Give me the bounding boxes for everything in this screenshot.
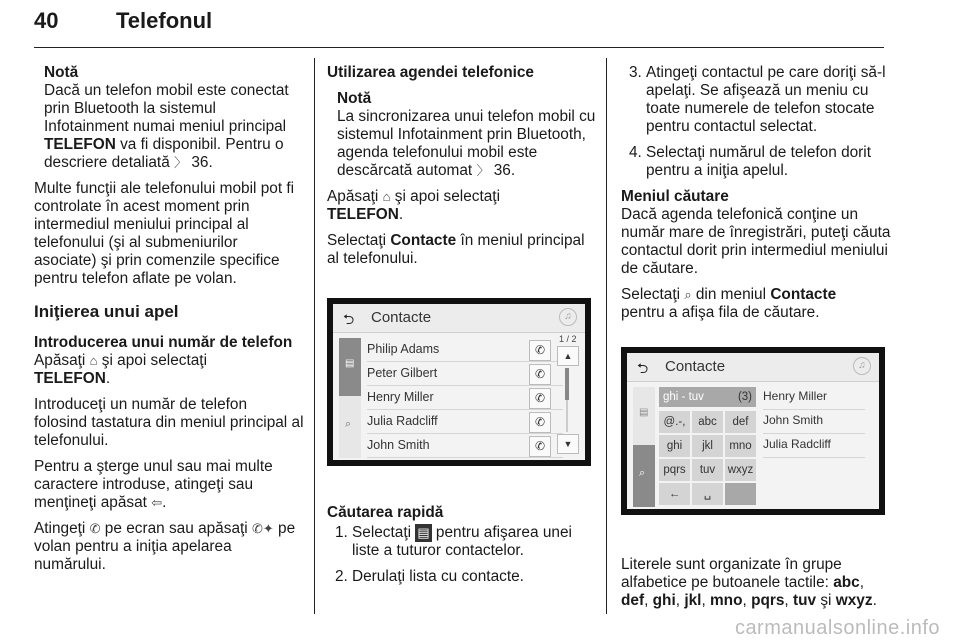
paragraph-delete: Pentru a şterge unul sau mai multe caractere introduse, atingeţi sau menţineţi apăsat ⇦. bbox=[34, 458, 273, 511]
page-indicator: 1 / 2 bbox=[559, 334, 577, 344]
paragraph-select-contacts: Selectaţi Contacte în meniul principal al telefonului. bbox=[327, 232, 585, 267]
note-text: Dacă un telefon mobil este conectat prin Bluetooth la sistemul Infotainment numai meniul principal TELEFON va fi disponibil. Pentru o descriere detaliată 〉 36. bbox=[44, 82, 289, 171]
paragraph-select-search: Selectaţi ⌕ din meniul Contacte pentru a afişa fila de căutare. bbox=[621, 286, 837, 321]
tab-list[interactable] bbox=[633, 387, 655, 445]
space-key[interactable] bbox=[692, 483, 723, 505]
column-3-lower bbox=[621, 556, 891, 618]
column-3 bbox=[621, 64, 891, 330]
note-block-sync bbox=[327, 90, 597, 180]
note-title: Notă bbox=[337, 90, 372, 107]
page-number: 40 bbox=[34, 8, 59, 33]
list-item[interactable]: John Smith bbox=[367, 434, 563, 458]
paragraph-intro: Multe funcţii ale telefonului mobil pot fi controlate în acest moment prin intermediul meniului principal al telefonului (şi al submeniurilor asociate) şi prin comenzile specifice pentru telefon aflate pe volan. bbox=[34, 180, 295, 287]
arrow-ref-icon: 〉 bbox=[476, 163, 490, 178]
search-icon: ⌕ bbox=[639, 467, 646, 479]
call-button[interactable]: ✆ bbox=[529, 364, 551, 385]
home-icon: ⌂ bbox=[89, 353, 98, 368]
arrow-ref-icon: 〉 bbox=[174, 155, 188, 170]
subsection-heading: Introducerea unui număr de telefon bbox=[34, 334, 293, 351]
note-text: La sincronizarea unui telefon mobil cu sistemul Infotainment prin Bluetooth, agenda telefonului mobil este descărcată automat 〉 36. bbox=[337, 108, 596, 179]
back-arrow-icon[interactable]: ⮌ bbox=[637, 360, 649, 376]
backspace-icon: ⇦ bbox=[151, 495, 163, 510]
key-wxyz[interactable]: wxyz bbox=[725, 459, 756, 481]
steps-list-continued bbox=[621, 64, 891, 180]
list-item[interactable]: John Smith bbox=[763, 409, 865, 434]
steering-phone-icon: ✆✦ bbox=[251, 521, 274, 536]
paragraph-press-home: Apăsaţi ⌂ şi apoi selectaţi TELEFON. bbox=[327, 188, 500, 223]
scroll-up-button[interactable]: ▲ bbox=[557, 346, 579, 366]
column-divider-1 bbox=[314, 58, 315, 614]
scroll-down-button[interactable]: ▼ bbox=[557, 434, 579, 454]
backspace-icon: ← bbox=[668, 488, 681, 500]
column-1 bbox=[34, 64, 304, 582]
contacts-screen bbox=[327, 298, 591, 466]
screen-title: Contacte bbox=[665, 358, 726, 375]
screen-header bbox=[333, 304, 585, 333]
list-item: 1. Selectaţi ▤ pentru afişarea unei liste a tuturor contactelor. bbox=[335, 524, 572, 559]
paragraph-press-home: Apăsaţi ⌂ şi apoi selectaţi TELEFON. bbox=[34, 352, 207, 387]
tab-list[interactable] bbox=[339, 338, 361, 396]
screen-header bbox=[627, 353, 879, 382]
key-pqrs[interactable]: pqrs bbox=[659, 459, 690, 481]
home-icon: ⌂ bbox=[382, 189, 391, 204]
phone-icon: ✆ bbox=[89, 521, 101, 536]
list-icon: ▤ bbox=[639, 407, 649, 418]
backspace-key[interactable] bbox=[659, 483, 690, 505]
key-def[interactable]: def bbox=[725, 411, 756, 433]
subsection-heading-quick: Căutarea rapidă bbox=[327, 504, 444, 521]
search-field[interactable]: ghi - tuv (3) bbox=[659, 387, 756, 407]
screen-title: Contacte bbox=[371, 309, 432, 326]
paragraph-search-intro: Dacă agenda telefonică conţine un număr mare de înregistrări, puteţi căuta contactul dorit prin intermediul meniului de căutare. bbox=[621, 206, 891, 277]
list-item[interactable]: Henry Miller bbox=[763, 385, 865, 410]
paragraph-call: Atingeţi ✆ pe ecran sau apăsaţi ✆✦ pe volan pentru a iniţia apelarea numărului. bbox=[34, 520, 296, 573]
list-item: 4. Selectaţi numărul de telefon dorit pentru a iniţia apelul. bbox=[629, 144, 872, 179]
list-icon: ▤ bbox=[417, 525, 430, 540]
side-tabs bbox=[633, 387, 655, 507]
note-block bbox=[34, 64, 304, 172]
space-icon: ␣ bbox=[703, 488, 712, 500]
list-item[interactable]: Julia Radcliff bbox=[367, 410, 563, 434]
call-button[interactable]: ✆ bbox=[529, 436, 551, 457]
footer-watermark: carmanualsonline.info bbox=[734, 617, 940, 639]
key-abc[interactable]: abc bbox=[692, 411, 723, 433]
call-button[interactable]: ✆ bbox=[529, 388, 551, 409]
steps-list bbox=[327, 524, 597, 586]
list-item[interactable]: Henry Miller bbox=[367, 386, 563, 410]
column-divider-2 bbox=[606, 58, 607, 614]
scrollbar-thumb[interactable] bbox=[565, 368, 569, 400]
key-jkl[interactable]: jkl bbox=[692, 435, 723, 457]
column-2-lower bbox=[327, 504, 597, 594]
column-2 bbox=[327, 64, 597, 276]
list-item: 3. Atingeţi contactul pe care doriţi să-l apelaţi. Se afişează un meniu cu toate numerele de telefon stocate pentru contactul selectat. bbox=[629, 64, 886, 135]
subsection-heading-phonebook: Utilizarea agendei telefonice bbox=[327, 64, 534, 81]
key-tuv[interactable]: tuv bbox=[692, 459, 723, 481]
music-icon[interactable]: ♫ bbox=[853, 357, 871, 375]
list-icon: ▤ bbox=[345, 358, 355, 369]
music-icon[interactable]: ♫ bbox=[559, 308, 577, 326]
header-rule bbox=[34, 47, 884, 48]
paragraph-enter-number: Introduceţi un număr de telefon folosind tastatura din meniul principal al telefonului. bbox=[34, 396, 304, 449]
search-icon: ⌕ bbox=[345, 418, 352, 430]
list-item[interactable]: Julia Radcliff bbox=[763, 433, 865, 458]
tab-search[interactable] bbox=[339, 396, 361, 458]
search-screen bbox=[621, 347, 885, 515]
search-icon: ⌕ bbox=[684, 287, 692, 302]
key-special[interactable]: @.-, bbox=[659, 411, 690, 433]
call-button[interactable]: ✆ bbox=[529, 412, 551, 433]
call-button[interactable]: ✆ bbox=[529, 340, 551, 361]
key-ghi[interactable]: ghi bbox=[659, 435, 690, 457]
note-title: Notă bbox=[44, 64, 79, 81]
tab-search[interactable] bbox=[633, 445, 655, 507]
list-item: 2. Derulaţi lista cu contacte. bbox=[335, 568, 524, 585]
paragraph-letter-groups: Literele sunt organizate în grupe alfabetice pe butoanele tactile: abc, def, ghi, jkl, mno, pqrs, tuv şi wxyz. bbox=[621, 556, 877, 609]
key-mno[interactable]: mno bbox=[725, 435, 756, 457]
page-title: Telefonul bbox=[116, 8, 213, 33]
list-item[interactable]: Philip Adams bbox=[367, 338, 563, 362]
subsection-heading-search: Meniul căutare bbox=[621, 188, 729, 205]
empty-key bbox=[725, 483, 756, 505]
section-heading: Iniţierea unui apel bbox=[34, 302, 179, 321]
list-item[interactable]: Peter Gilbert bbox=[367, 362, 563, 386]
back-arrow-icon[interactable]: ⮌ bbox=[343, 311, 355, 327]
side-tabs bbox=[339, 338, 361, 458]
